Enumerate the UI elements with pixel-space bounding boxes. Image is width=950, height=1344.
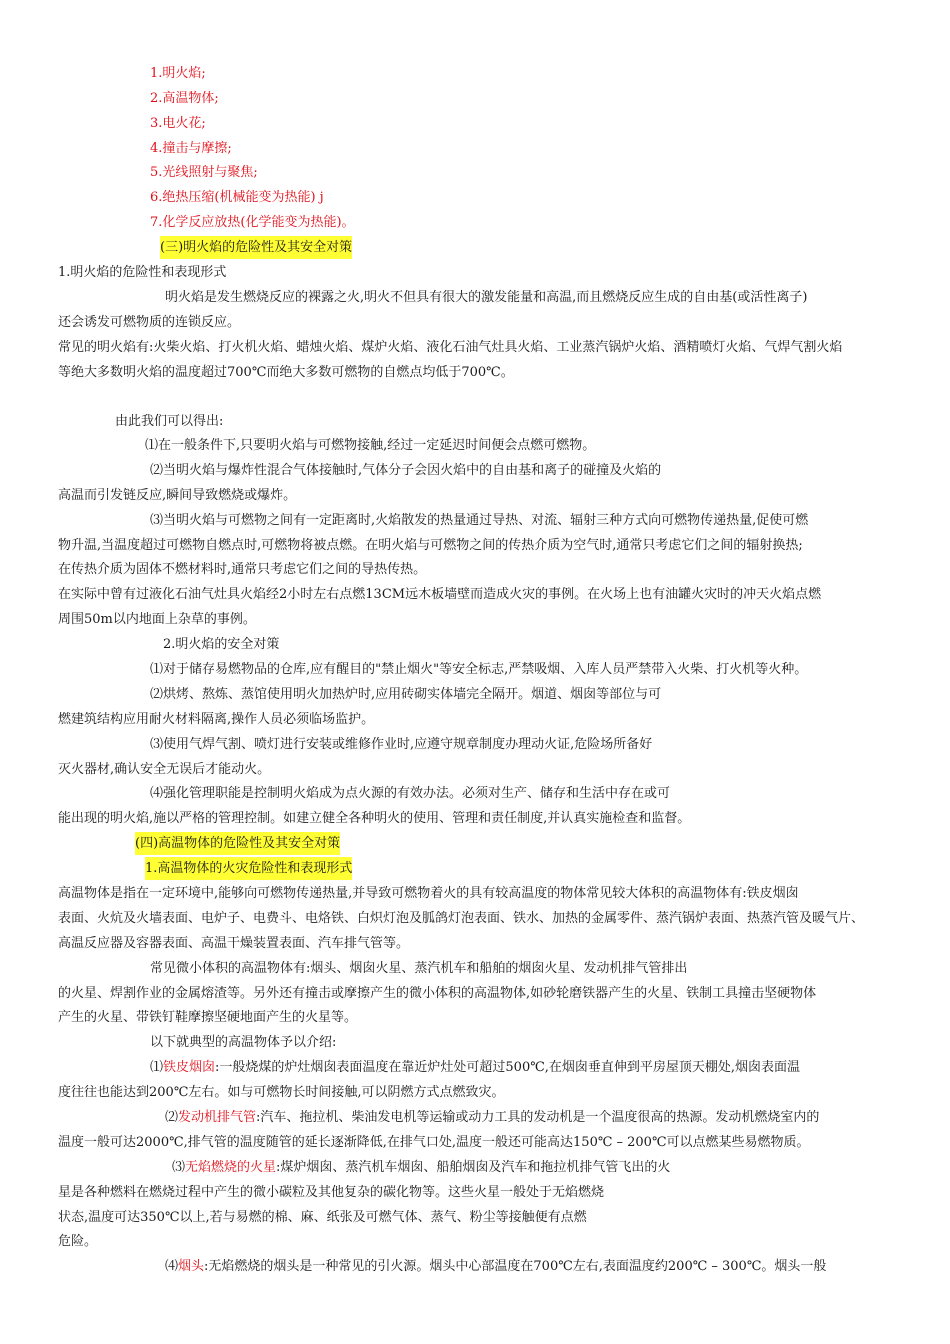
section-3-subheading-2: 2.明火焰的安全对策 <box>163 637 280 652</box>
item-number: ⑶ <box>172 1160 186 1175</box>
item-number: ⑷ <box>165 1259 179 1274</box>
measure-1: ⑴对于储存易燃物品的仓库,应有醒目的"禁止烟火"等安全标志,严禁吸烟、入库人员严禁带入火柴、打火机等火种。 <box>150 662 808 677</box>
ignition-item-5: 5.光线照射与聚焦; <box>150 165 258 180</box>
paragraph-line: 明火焰是发生燃烧反应的裸露之火,明火不但具有很大的激发能量和高温,而且燃烧反应生成的自由基(或活性离子) <box>165 290 808 305</box>
measure-2-line: ⑵烘烤、熬炼、蒸馆使用明火加热炉时,应用砖砌实体墙完全隔开。烟道、烟囱等部位与可 <box>150 687 662 702</box>
typical-item-4 <box>165 1255 826 1278</box>
paragraph-line: 还会诱发可燃物质的连锁反应。 <box>58 315 241 330</box>
conclusion-3-line: 在传热介质为固体不燃材料时,通常只考虑它们之间的导热传热。 <box>58 562 427 577</box>
ignition-item-1: 1.明火焰; <box>150 66 206 81</box>
conclusion-2-line: 高温而引发链反应,瞬间导致燃烧或爆炸。 <box>58 488 297 503</box>
section-3-heading: (三)明火焰的危险性及其安全对策 <box>160 236 352 259</box>
section-3-subheading-1: 1.明火焰的危险性和表现形式 <box>58 265 227 280</box>
measure-4-line: ⑷强化管理职能是控制明火焰成为点火源的有效办法。必须对生产、储存和生活中存在或可 <box>150 786 671 801</box>
paragraph-line: 的火星、焊割作业的金属熔渣等。另外还有撞击或摩擦产生的微小体积的高温物体,如砂轮磨铁器产生的火星、铁制工具撞击坚硬物体 <box>58 986 817 1001</box>
conclusion-3-line: ⑶当明火焰与可燃物之间有一定距离时,火焰散发的热量通过导热、对流、辐射三种方式向可燃物传递热量,促使可燃 <box>150 513 809 528</box>
typical-item-1-cont: 度往往也能达到200℃左右。如与可燃物长时间接触,可以阴燃方式点燃致灾。 <box>58 1085 505 1100</box>
ignition-item-4: 4.撞击与摩擦; <box>150 141 232 156</box>
conclusion-intro: 由此我们可以得出: <box>115 414 224 429</box>
measure-3-line: 灭火器材,确认安全无误后才能动火。 <box>58 762 271 777</box>
typical-intro: 以下就典型的高温物体予以介绍: <box>150 1035 337 1050</box>
item-text: :煤炉烟囱、蒸汽机车烟囱、船舶烟囱及汽车和拖拉机排气管飞出的火 <box>276 1160 671 1175</box>
paragraph-line: 表面、火炕及火墙表面、电炉子、电费斗、电烙铁、白炽灯泡及胍鸽灯泡表面、铁水、加热的金属零件、蒸汽锅炉表面、热蒸汽管及暖气片、 <box>58 911 865 926</box>
item-number: ⑴ <box>150 1060 164 1075</box>
case-line: 周围50m以内地面上杂草的事例。 <box>58 612 256 627</box>
item-term: 烟头 <box>178 1259 205 1274</box>
conclusion-3-line: 物升温,当温度超过可燃物自燃点时,可燃物将被点燃。在明火焰与可燃物之间的传热介质为空气时,通常只考虑它们之间的辐射换热; <box>58 538 803 553</box>
measure-4-line: 能出现的明火焰,施以严格的管理控制。如建立健全各种明火的使用、管理和责任制度,并认真实施检查和监督。 <box>58 811 691 826</box>
measure-2-line: 燃建筑结构应用耐火材料隔离,操作人员必须临场监护。 <box>58 712 375 727</box>
conclusion-1: ⑴在一般条件下,只要明火焰与可燃物接触,经过一定延迟时间便会点燃可燃物。 <box>145 438 596 453</box>
item-text: :一般烧煤的炉灶烟囱表面温度在靠近炉灶处可超过500℃,在烟囱垂直伸到平房屋顶天棚处,烟囱表面温 <box>215 1060 801 1075</box>
typical-item-3-cont: 危险。 <box>58 1234 98 1249</box>
item-number: ⑵ <box>165 1110 179 1125</box>
paragraph-line: 常见的明火焰有:火柴火焰、打火机火焰、蜡烛火焰、煤炉火焰、液化石油气灶具火焰、工业蒸汽锅炉火焰、酒精喷灯火焰、气焊气割火焰 <box>58 340 843 355</box>
case-line: 在实际中曾有过液化石油气灶具火焰经2小时左右点燃13CM远木板墙壁而造成火灾的事例。在火场上也有油罐火灾时的冲天火焰点燃 <box>58 587 822 602</box>
item-term: 无焰燃烧的火星 <box>185 1160 277 1175</box>
ignition-item-6: 6.绝热压缩(机械能变为热能) j <box>150 190 324 205</box>
paragraph-line: 常见微小体积的高温物体有:烟头、烟囱火星、蒸汽机车和船舶的烟囱火星、发动机排气管排出 <box>150 961 688 976</box>
section-4-heading: (四)高温物体的危险性及其安全对策 <box>135 832 340 855</box>
typical-item-2-cont: 温度一般可达2000℃,排气管的温度随管的延长逐渐降低,在排气口处,温度一般还可能高达150℃ – 200℃可以点燃某些易燃物质。 <box>58 1135 810 1150</box>
paragraph-line: 高温反应器及容器表面、高温干燥装置表面、汽车排气管等。 <box>58 936 410 951</box>
item-term: 发动机排气管 <box>178 1110 257 1125</box>
typical-item-3-cont: 状态,温度可达350℃以上,若与易燃的棉、麻、纸张及可燃气体、蒸气、粉尘等接触便有点燃 <box>58 1210 587 1225</box>
paragraph-line: 产生的火星、带铁钉鞋摩擦坚硬地面产生的火星等。 <box>58 1010 358 1025</box>
typical-item-3-cont: 星是各种燃料在燃烧过程中产生的微小碳粒及其他复杂的碳化物等。这些火星一般处于无焰燃烧 <box>58 1185 605 1200</box>
paragraph-line: 等绝大多数明火焰的温度超过700℃而绝大多数可燃物的自燃点均低于700℃。 <box>58 365 514 380</box>
section-4-subheading-1: 1.高温物体的火灾危险性和表现形式 <box>145 857 352 880</box>
item-text: :汽车、拖拉机、柴油发电机等运输或动力工具的发动机是一个温度很高的热源。发动机燃烧室内的 <box>256 1110 820 1125</box>
typical-item-1 <box>150 1056 800 1079</box>
ignition-item-7: 7.化学反应放热(化学能变为热能)。 <box>150 215 355 230</box>
conclusion-2-line: ⑵当明火焰与爆炸性混合气体接触时,气体分子会因火焰中的自由基和离子的碰撞及火焰的 <box>150 463 662 478</box>
item-term: 铁皮烟囱 <box>163 1060 216 1075</box>
typical-item-3 <box>172 1156 670 1179</box>
ignition-item-3: 3.电火花; <box>150 116 206 131</box>
typical-item-2 <box>165 1106 819 1129</box>
measure-3-line: ⑶使用气焊气割、喷灯进行安装或维修作业时,应遵守规章制度办理动火证,危险场所备好 <box>150 737 653 752</box>
ignition-item-2: 2.高温物体; <box>150 91 219 106</box>
paragraph-line: 高温物体是指在一定环境中,能够向可燃物传递热量,并导致可燃物着火的具有较高温度的物体常见较大体积的高温物体有:铁皮烟囱 <box>58 886 799 901</box>
item-text: :无焰燃烧的烟头是一种常见的引火源。烟头中心部温度在700℃左右,表面温度约200℃ – 300℃。烟头一般 <box>204 1259 827 1274</box>
